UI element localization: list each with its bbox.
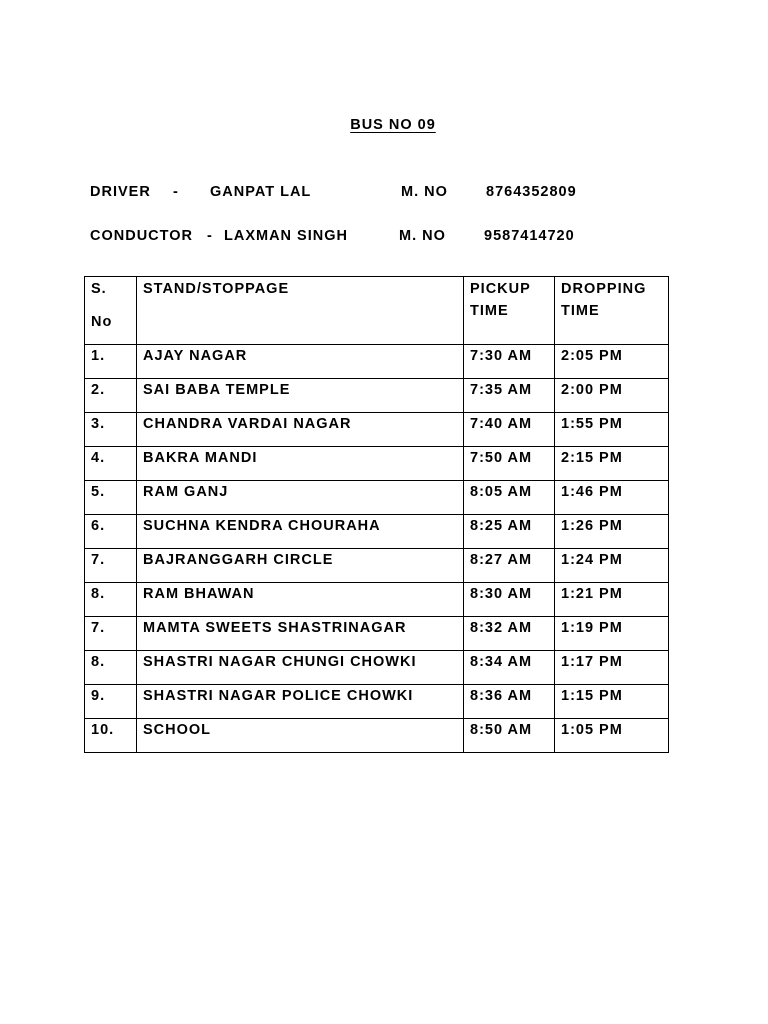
header-pickup [464, 277, 555, 345]
cell-stand: AJAY NAGAR [137, 345, 464, 379]
cell-pickup-time: 8:34 AM [464, 651, 555, 685]
driver-label: DRIVER [90, 184, 151, 200]
cell-dropping-time: 1:55 PM [555, 413, 669, 447]
table-header-row [85, 277, 669, 345]
header-sno-line1: S. [91, 281, 107, 297]
cell-pickup-time: 7:40 AM [464, 413, 555, 447]
header-dropping-line1: DROPPING [561, 281, 647, 297]
table-row [85, 447, 669, 481]
cell-stand: SCHOOL [137, 719, 464, 753]
table-row [85, 685, 669, 719]
cell-sno: 1. [85, 345, 137, 379]
cell-dropping-time: 1:19 PM [555, 617, 669, 651]
cell-stand: RAM BHAWAN [137, 583, 464, 617]
cell-sno: 9. [85, 685, 137, 719]
cell-sno: 8. [85, 651, 137, 685]
cell-pickup-time: 8:25 AM [464, 515, 555, 549]
cell-sno: 4. [85, 447, 137, 481]
cell-dropping-time: 1:26 PM [555, 515, 669, 549]
cell-stand: RAM GANJ [137, 481, 464, 515]
cell-stand: SHASTRI NAGAR CHUNGI CHOWKI [137, 651, 464, 685]
cell-pickup-time: 8:05 AM [464, 481, 555, 515]
table-row [85, 651, 669, 685]
cell-sno: 7. [85, 617, 137, 651]
cell-stand: SUCHNA KENDRA CHOURAHA [137, 515, 464, 549]
cell-pickup-time: 7:30 AM [464, 345, 555, 379]
table-row [85, 617, 669, 651]
conductor-name: LAXMAN SINGH [224, 228, 348, 244]
header-pickup-line2: TIME [470, 303, 509, 319]
cell-dropping-time: 1:15 PM [555, 685, 669, 719]
cell-stand: CHANDRA VARDAI NAGAR [137, 413, 464, 447]
cell-pickup-time: 7:35 AM [464, 379, 555, 413]
cell-sno: 7. [85, 549, 137, 583]
cell-sno: 5. [85, 481, 137, 515]
bus-schedule-table [84, 276, 669, 753]
table-row [85, 481, 669, 515]
cell-pickup-time: 8:36 AM [464, 685, 555, 719]
cell-dropping-time: 2:00 PM [555, 379, 669, 413]
table-row [85, 379, 669, 413]
table-row [85, 549, 669, 583]
page-title: BUS NO 09 [350, 117, 436, 133]
cell-dropping-time: 1:05 PM [555, 719, 669, 753]
conductor-separator: - [207, 228, 213, 244]
table-body [85, 345, 669, 753]
cell-stand: SHASTRI NAGAR POLICE CHOWKI [137, 685, 464, 719]
header-sno-line2: No [91, 314, 113, 330]
header-pickup-line1: PICKUP [470, 281, 531, 297]
table-row [85, 515, 669, 549]
cell-pickup-time: 8:50 AM [464, 719, 555, 753]
table-row [85, 719, 669, 753]
cell-dropping-time: 1:24 PM [555, 549, 669, 583]
cell-pickup-time: 8:30 AM [464, 583, 555, 617]
table-row [85, 345, 669, 379]
driver-separator: - [173, 184, 179, 200]
conductor-mobile: 9587414720 [484, 228, 575, 244]
header-sno [85, 277, 137, 345]
cell-pickup-time: 8:27 AM [464, 549, 555, 583]
cell-stand: BAJRANGGARH CIRCLE [137, 549, 464, 583]
cell-dropping-time: 2:05 PM [555, 345, 669, 379]
cell-dropping-time: 1:21 PM [555, 583, 669, 617]
cell-stand: SAI BABA TEMPLE [137, 379, 464, 413]
cell-sno: 2. [85, 379, 137, 413]
header-stand: STAND/STOPPAGE [137, 277, 464, 345]
driver-mobile: 8764352809 [486, 184, 577, 200]
cell-dropping-time: 2:15 PM [555, 447, 669, 481]
cell-sno: 6. [85, 515, 137, 549]
cell-pickup-time: 7:50 AM [464, 447, 555, 481]
table-row [85, 413, 669, 447]
conductor-label: CONDUCTOR [90, 228, 193, 244]
header-dropping-line2: TIME [561, 303, 600, 319]
driver-name: GANPAT LAL [210, 184, 312, 200]
cell-pickup-time: 8:32 AM [464, 617, 555, 651]
cell-stand: BAKRA MANDI [137, 447, 464, 481]
cell-stand: MAMTA SWEETS SHASTRINAGAR [137, 617, 464, 651]
cell-sno: 8. [85, 583, 137, 617]
header-dropping [555, 277, 669, 345]
cell-sno: 3. [85, 413, 137, 447]
cell-dropping-time: 1:17 PM [555, 651, 669, 685]
table-row [85, 583, 669, 617]
driver-mobile-label: M. NO [401, 184, 448, 200]
conductor-mobile-label: M. NO [399, 228, 446, 244]
cell-sno: 10. [85, 719, 137, 753]
cell-dropping-time: 1:46 PM [555, 481, 669, 515]
